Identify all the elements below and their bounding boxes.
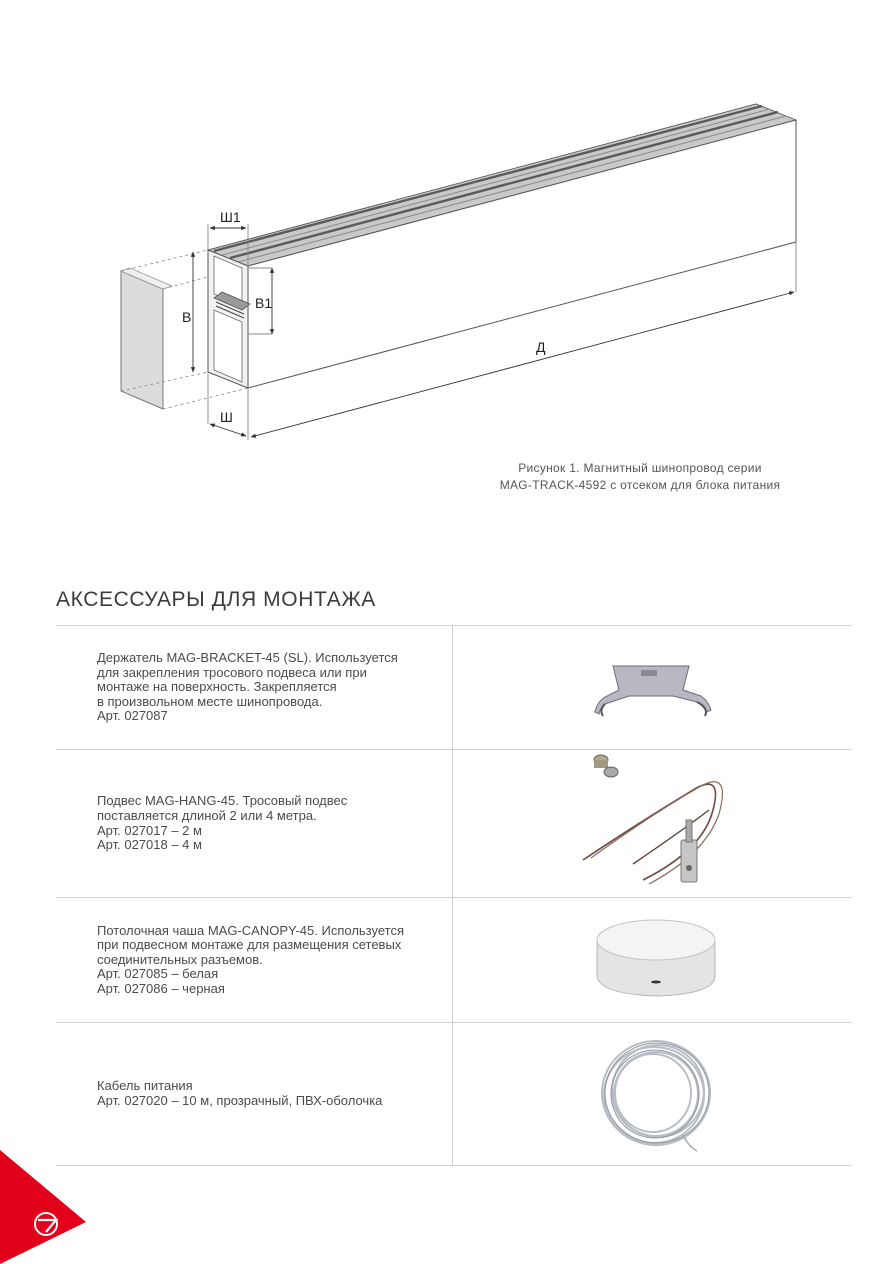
description-line: Арт. 027087 bbox=[97, 708, 168, 724]
description-line: Арт. 027018 – 4 м bbox=[97, 837, 202, 853]
accessory-image-cell bbox=[453, 1023, 852, 1165]
hanging-cable-image bbox=[453, 750, 851, 897]
accessory-image-cell bbox=[453, 626, 852, 749]
description-line: при подвесном монтаже для размещения сетевых bbox=[97, 937, 402, 953]
description-line: Кабель питания bbox=[97, 1078, 193, 1094]
dim-label-h1: В1 bbox=[255, 295, 273, 311]
figure-caption bbox=[470, 460, 810, 494]
accessory-description bbox=[56, 1023, 453, 1165]
accessory-description bbox=[56, 898, 453, 1022]
description-line: поставляется длиной 2 или 4 метра. bbox=[97, 807, 317, 823]
dim-label-h: В bbox=[182, 309, 192, 325]
brand-logo-icon bbox=[0, 1150, 90, 1264]
description-line: в произвольном месте шинопровода. bbox=[97, 693, 323, 709]
accessory-image-cell bbox=[453, 750, 852, 897]
accessory-row bbox=[56, 750, 852, 898]
description-line: Арт. 027086 – черная bbox=[97, 980, 225, 996]
track-body bbox=[208, 104, 796, 388]
caption-line: MAG-TRACK-4592 с отсеком для блока питания bbox=[499, 478, 781, 492]
dim-label-w: Ш bbox=[220, 409, 233, 425]
accessory-image-cell bbox=[453, 898, 852, 1022]
section-title: АКСЕССУАРЫ ДЛЯ МОНТАЖА bbox=[56, 588, 376, 611]
description-line: соединительных разъемов. bbox=[97, 951, 263, 967]
bracket-image bbox=[453, 626, 851, 749]
description-line: Потолочная чаша MAG-CANOPY-45. Используется bbox=[97, 922, 404, 938]
accessory-row bbox=[56, 626, 852, 750]
accessory-description bbox=[56, 626, 453, 749]
dim-label-length: Д bbox=[536, 339, 546, 355]
accessories-table bbox=[56, 625, 852, 1166]
accessory-description bbox=[56, 750, 453, 897]
accessory-row bbox=[56, 1023, 852, 1166]
dim-label-w1: Ш1 bbox=[220, 209, 241, 225]
description-line: для закрепления тросового подвеса или при bbox=[97, 664, 367, 680]
description-line: Арт. 027085 – белая bbox=[97, 966, 219, 982]
caption-line: Рисунок 1. Магнитный шинопровод серии bbox=[518, 461, 762, 475]
description-line: Арт. 027020 – 10 м, прозрачный, ПВХ-оболочка bbox=[97, 1093, 383, 1108]
description-line: монтаже на поверхность. Закрепляется bbox=[97, 679, 337, 695]
description-line: Подвес MAG-HANG-45. Тросовый подвес bbox=[97, 793, 348, 809]
accessory-row bbox=[56, 898, 852, 1023]
canopy-image bbox=[453, 898, 851, 1022]
cable-coil-image bbox=[453, 1023, 851, 1165]
end-cap bbox=[121, 268, 172, 409]
description-line: Держатель MAG-BRACKET-45 (SL). Используется bbox=[97, 650, 398, 666]
description-line: Арт. 027017 – 2 м bbox=[97, 822, 202, 838]
